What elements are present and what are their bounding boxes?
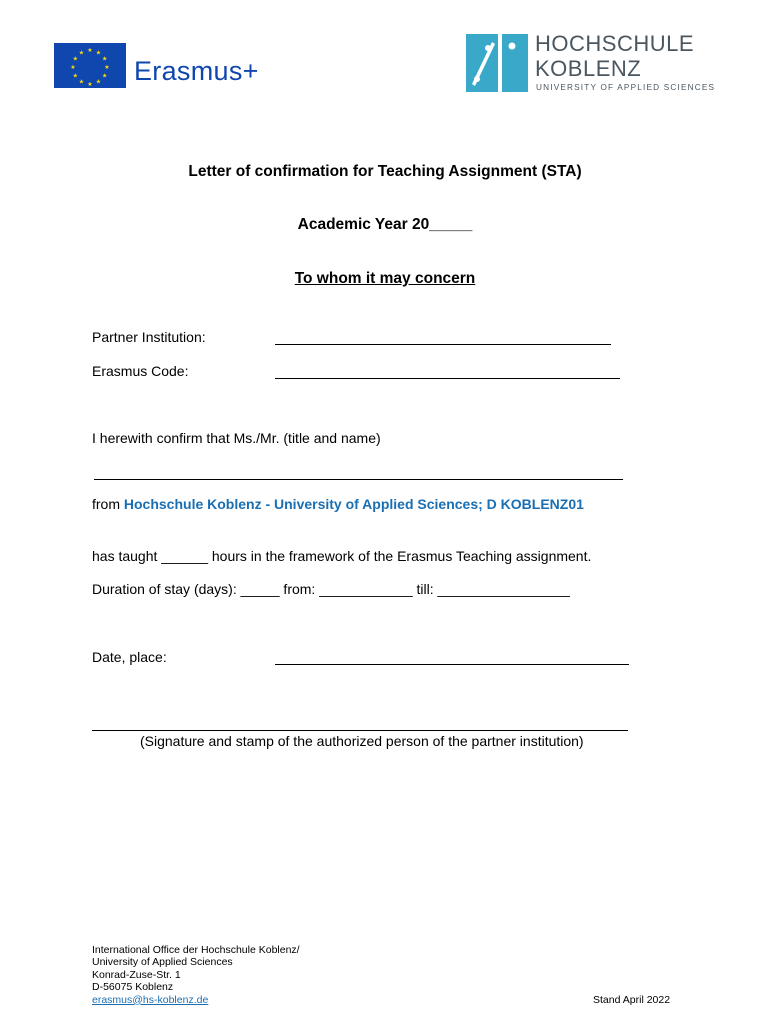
stand-date: Stand April 2022 — [593, 994, 671, 1006]
confirm-text: I herewith confirm that Ms./Mr. (title and name) — [92, 430, 381, 446]
title-and-name-field[interactable] — [94, 479, 623, 480]
svg-text:★: ★ — [87, 47, 93, 54]
svg-text:★: ★ — [102, 55, 108, 63]
duration-text: Duration of stay (days): _____ from: ____________ till: _________________ — [92, 581, 570, 597]
partner-institution-label: Partner Institution: — [92, 329, 206, 345]
hochschule-subtitle: UNIVERSITY OF APPLIED SCIENCES — [536, 83, 716, 92]
svg-text:★: ★ — [102, 72, 108, 80]
svg-text:★: ★ — [70, 64, 76, 71]
svg-text:★: ★ — [72, 55, 78, 63]
signature-caption: (Signature and stamp of the authorized person of the partner institution) — [140, 733, 584, 749]
document-title: Letter of confirmation for Teaching Assignment (STA) — [188, 163, 582, 180]
erasmus-logo-text: Erasmus+ — [134, 56, 259, 86]
hochschule-name-line2: KOBLENZ — [535, 56, 642, 81]
date-place-field[interactable] — [275, 664, 629, 665]
from-institution: Hochschule Koblenz - University of Applied Sciences; D KOBLENZ01 — [123, 496, 584, 512]
hochschule-name-line1: HOCHSCHULE — [535, 31, 695, 56]
svg-text:★: ★ — [78, 78, 85, 86]
svg-text:★: ★ — [104, 64, 110, 71]
footer-line2: University of Applied Sciences — [92, 956, 233, 969]
footer-address — [92, 944, 300, 1006]
footer-line3: Konrad-Zuse-Str. 1 — [92, 968, 181, 981]
svg-text:★: ★ — [87, 81, 93, 88]
svg-text:★: ★ — [72, 72, 78, 80]
signature-field[interactable] — [92, 730, 628, 731]
eu-flag-icon — [54, 43, 126, 88]
academic-year: Academic Year 20_____ — [297, 216, 473, 233]
svg-text:★: ★ — [95, 78, 102, 86]
date-place-label: Date, place: — [92, 649, 167, 665]
taught-hours-text: has taught ______ hours in the framework of the Erasmus Teaching assignment. — [92, 548, 592, 564]
footer-email-link[interactable]: erasmus@hs-koblenz.de — [92, 993, 209, 1006]
footer-line4: D-56075 Koblenz — [92, 981, 174, 994]
svg-text:★: ★ — [95, 49, 102, 57]
from-prefix: from — [92, 496, 124, 512]
salutation: To whom it may concern — [294, 270, 476, 287]
footer-line1: International Office der Hochschule Koblenz/ — [92, 944, 300, 956]
erasmus-code-field[interactable] — [275, 378, 620, 379]
partner-institution-field[interactable] — [275, 344, 611, 345]
hochschule-logo-icon — [466, 34, 528, 92]
erasmus-code-label: Erasmus Code: — [92, 363, 189, 379]
svg-text:★: ★ — [78, 49, 85, 57]
from-line — [92, 497, 584, 511]
